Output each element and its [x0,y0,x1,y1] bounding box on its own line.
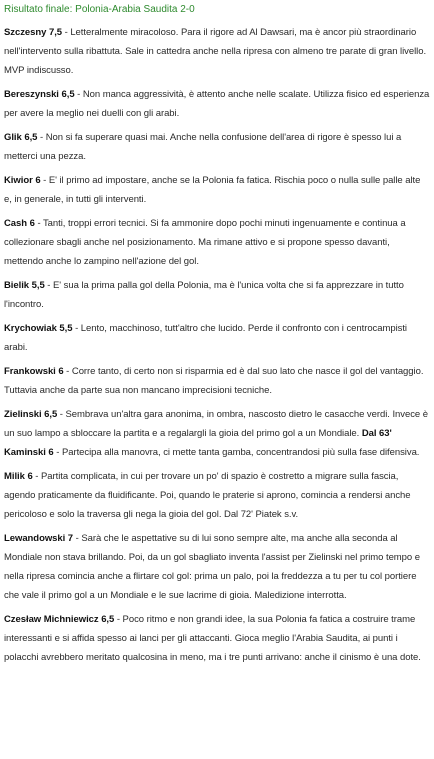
player-rating [4,23,430,80]
player-comment: - E' sua la prima palla gol della Polonia, ma è l'unica volta che si fa apprezzare in tutto l'incontro. [4,280,404,310]
player-name-grade: Glik 6,5 [4,132,38,143]
player-comment: - Non manca aggressività, è attento anche nelle scalate. Utilizza fisico ed esperienza per avere la meglio nei duelli con gli arabi. [4,89,430,119]
player-rating [4,467,430,524]
player-comment: - Poco ritmo e non grandi idee, la sua Polonia fa fatica a costruire trame interessanti e si affida spesso ai lanci per gli attaccanti. Gioca meglio l'Arabia Saudita, ai punti i polacchi avrebbero meritato qualcosina in meno, ma i tre punti arrivano: anche il cinismo è una dote. [4,614,421,663]
player-rating [4,362,430,400]
player-rating [4,128,430,166]
player-comment: - Sembrava un'altra gara anonima, in ombra, nascosto dietro le casacche verdi. Invece è un suo lampo a sbloccare la partita e a regalargli la gioia del primo gol a un Mondiale. [4,409,428,439]
substitute-name-grade: Dal 63' Kaminski 6 [4,428,392,458]
player-name-grade: Frankowski 6 [4,366,64,377]
substitute-comment: - Partecipa alla manovra, ci mette tanta gamba, concentrandosi più sulla fase difensiva. [53,447,420,458]
player-comment: - Letteralmente miracoloso. Para il rigore ad Al Dawsari, ma è ancor più straordinario nell'intervento sulla ribattuta. Sale in cattedra anche nella ripresa con almeno tre parate di gran livello. MVP indiscusso. [4,27,427,76]
result-heading: Risultato finale: Polonia-Arabia Saudita 2-0 [4,4,195,15]
player-name-grade: Krychowiak 5,5 [4,323,73,334]
player-name-grade: Szczesny 7,5 [4,27,63,38]
player-name-grade: Lewandowski 7 [4,533,74,544]
player-rating [4,610,430,667]
player-rating [4,214,430,271]
player-comment: - Corre tanto, di certo non si risparmia ed è dal suo lato che nasce il gol del vantaggio. Tuttavia anche da parte sua non mancano imprecisioni tecniche. [4,366,424,396]
player-name-grade: Zielinski 6,5 [4,409,58,420]
player-name-grade: Czesław Michniewicz 6,5 [4,614,115,625]
player-rating [4,529,430,605]
player-rating [4,85,430,123]
player-rating [4,171,430,209]
player-rating [4,405,430,462]
player-name-grade: Bereszynski 6,5 [4,89,75,100]
player-comment: - Non si fa superare quasi mai. Anche nella confusione dell'area di rigore è spesso lui a metterci una pezza. [4,132,402,162]
player-rating [4,319,430,357]
player-name-grade: Kiwior 6 [4,175,41,186]
player-comment: - Sarà che le aspettative su di lui sono sempre alte, ma anche alla seconda al Mondiale non stava brillando. Poi, da un gol sbagliato inventa l'assist per Zielinski nel primo tempo e nella ripresa comincia anche a flirtare col gol: prima un palo, poi la freddezza a tu per tu col portiere che vale il primo gol a un Mondiale e le sue lacrime di gioia. Maledizione interrotta. [4,533,420,601]
player-name-grade: Milik 6 [4,471,33,482]
player-name-grade: Bielik 5,5 [4,280,45,291]
player-comment: - Tanti, troppi errori tecnici. Si fa ammonire dopo pochi minuti ingenuamente e continua a collezionare sbagli anche nel posizionamento. Ma rimane attivo e si propone spesso davanti, mettendo anche lo zampino nell'azione del gol. [4,218,406,267]
player-comment: - E' il primo ad impostare, anche se la Polonia fa fatica. Rischia poco o nulla sulle palle alte e, in generale, in tutti gli interventi. [4,175,421,205]
player-comment: - Partita complicata, in cui per trovare un po' di spazio è costretto a migrare sulla fascia, agendo praticamente da fluidificante. Poi, quando le praterie si aprono, comincia a rendersi anche pericoloso e solo la traversa gli nega la gioia del gol. Dal 72' Piatek s.v. [4,471,411,520]
player-rating [4,276,430,314]
player-comment: - Lento, macchinoso, tutt'altro che lucido. Perde il confronto con i centrocampisti arabi. [4,323,407,353]
player-name-grade: Cash 6 [4,218,35,229]
ratings-list [4,23,430,667]
